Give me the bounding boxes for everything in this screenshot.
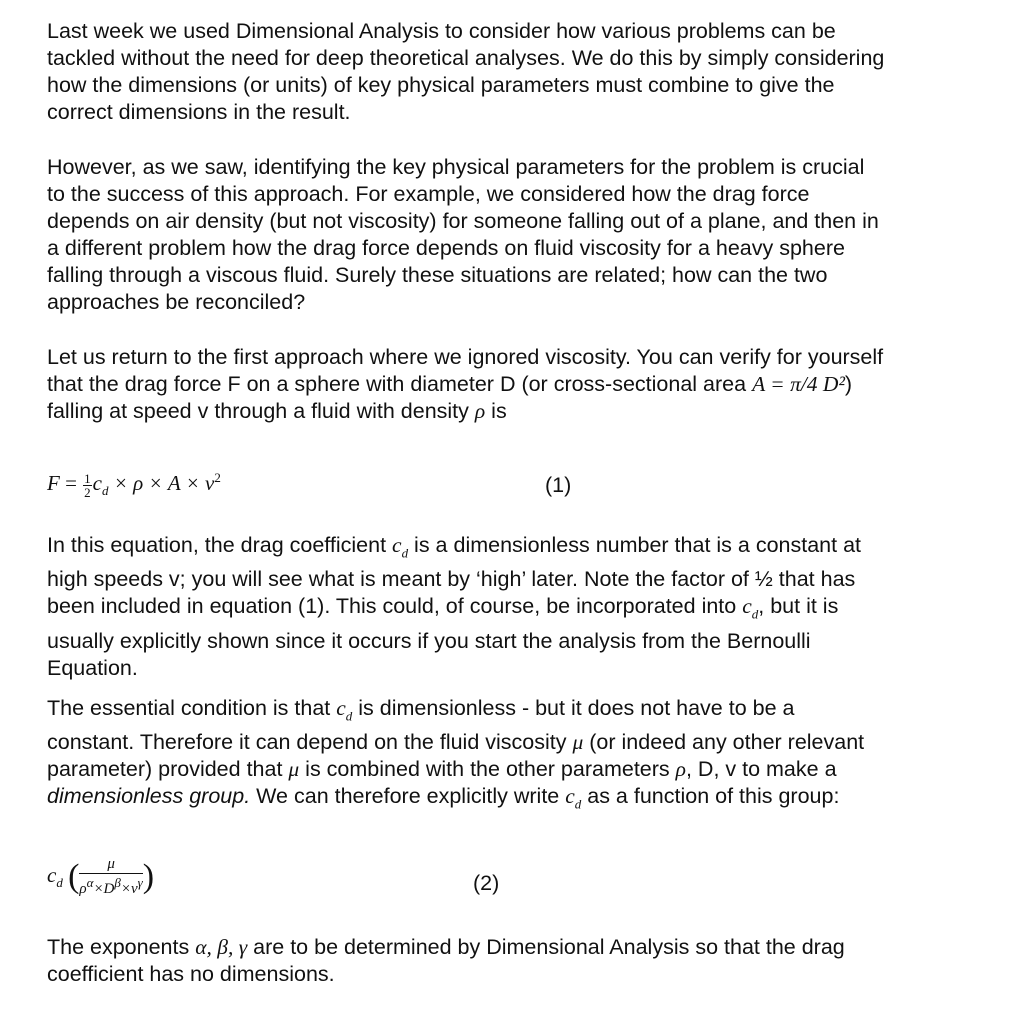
p3-text-3: is — [485, 399, 507, 423]
eq2-numerator: μ — [79, 856, 142, 874]
p6-text-2: are to be determined by Dimensional Analysis so that the drag coefficient has no dimensions. — [47, 935, 845, 986]
paragraph-intro: Last week we used Dimensional Analysis to consider how various problems can be tackled without the need for deep theoretical analyses. We do this by simply considering how the dimensions (or units) of key physical parameters must combine to give the correct dimensions in the result. — [47, 19, 885, 124]
p4-text-3: , but it is usually explicitly shown since it occurs if you start the analysis from the Bernoulli Equation. — [47, 594, 839, 680]
eq2-fraction — [79, 856, 142, 898]
eq2-cd: c — [47, 862, 57, 887]
eq1-cd-sub: d — [102, 483, 109, 499]
p5-cd-1-sub: d — [345, 708, 353, 724]
p5-text-1: The essential condition is that — [47, 696, 337, 720]
eq2-left-paren: ( — [68, 858, 80, 895]
eq2-times-d: ×D — [93, 881, 115, 897]
eq1-cd: c — [92, 471, 102, 495]
equation-2-number: (2) — [473, 871, 500, 895]
paragraph-exponents — [47, 934, 887, 988]
p5-cd-2: c — [565, 784, 575, 809]
eq1-power: 2 — [214, 470, 221, 485]
eq1-half-num: 1 — [84, 470, 91, 486]
area-formula: A = π/4 D² — [752, 372, 845, 396]
p4-cd-1-sub: d — [401, 545, 409, 561]
eq2-denominator — [79, 874, 142, 898]
eq2-cd-sub: d — [56, 875, 63, 890]
p6-exponents: α, β, γ — [195, 935, 248, 959]
eq1-rest: × ρ × A × v — [108, 471, 215, 495]
equation-1 — [47, 470, 221, 499]
p5-text-2: is dimensionless - but it does not have to be a constant. Therefore it can depend on the fluid viscosity — [47, 696, 795, 755]
equation-1-number: (1) — [545, 473, 572, 497]
p5-emph: dimensionless group. — [47, 784, 251, 809]
p6-text-1: The exponents — [47, 935, 196, 959]
eq1-half — [83, 472, 92, 499]
equation-2 — [47, 856, 154, 898]
eq1-half-den: 2 — [84, 484, 91, 500]
p5-text-3: (or indeed any other relevant parameter) provided that — [47, 730, 865, 782]
p5-text-5: , D, v to make a — [685, 757, 837, 782]
eq2-right-paren: ) — [142, 858, 155, 895]
p5-mu-1: μ — [572, 730, 584, 755]
eq2-den-rho: ρ — [79, 881, 87, 897]
paragraph-drag-coefficient — [47, 532, 887, 682]
p3-text-2: ) falling at speed v through a fluid with density — [47, 372, 853, 423]
eq2-alpha: α — [86, 875, 94, 890]
p4-text-2: is a dimensionless number that is a constant at high speeds v; you will see what is meant by ‘high’ later. Note the factor of ½ that has been included in equation (1). This could, of course, be incorporated into — [47, 533, 862, 619]
paragraph-drag-force — [47, 344, 887, 425]
eq1-equals: = — [65, 471, 77, 495]
eq2-beta: β — [114, 875, 121, 890]
p5-cd-1: c — [336, 696, 346, 720]
p4-text-1: In this equation, the drag coefficient — [47, 533, 393, 557]
p5-text-6: We can therefore explicitly write — [250, 784, 566, 809]
eq2-times-v: ×v — [120, 881, 138, 897]
p5-rho: ρ — [675, 757, 686, 782]
p5-text-4: is combined with the other parameters — [299, 757, 676, 782]
p4-cd-2-sub: d — [751, 606, 759, 622]
paragraph-essential-condition — [47, 695, 887, 818]
p5-cd-2-sub: d — [574, 796, 582, 812]
paragraph-key-parameters: However, as we saw, identifying the key physical parameters for the problem is crucial to the success of this approach. For example, we considered how the drag force depends on air density (but not viscosity) for someone falling out of a plane, and then in a different problem how the drag force depends on fluid viscosity for a heavy sphere falling through a viscous fluid. Surely these situations are related; how can the two approaches be reconciled? — [47, 155, 879, 314]
rho-symbol: ρ — [474, 399, 486, 423]
p5-text-7: as a function of this group: — [581, 784, 840, 809]
p4-cd-1: c — [392, 533, 402, 557]
p5-mu-2: μ — [288, 757, 300, 782]
p3-text-1: Let us return to the first approach where we ignored viscosity. You can verify for yourself that the drag force F on a sphere with diameter D (or cross-sectional area — [47, 345, 884, 396]
eq2-gamma: γ — [137, 875, 143, 890]
eq1-lhs: F — [47, 471, 60, 495]
p4-cd-2: c — [742, 594, 752, 619]
